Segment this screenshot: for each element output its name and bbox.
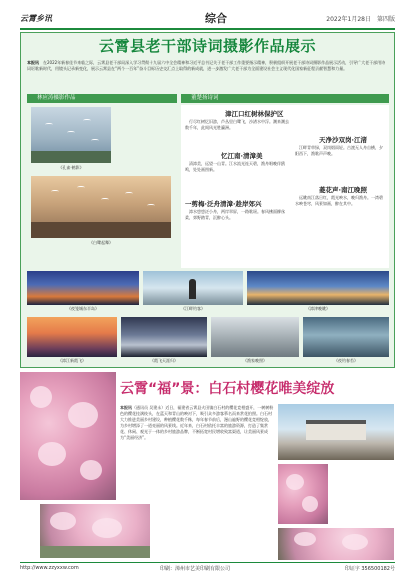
feature2-title: 云霄“福”景：白石村樱花唯美绽放 [120,381,335,397]
feature1-intro-text: 在2022年新春佳节来临之际，云霄县老干部局深入学习贯彻十九届六中全会精神和习近平总书记关于老干部工作重要指示精神，积极组织开展老干部诗词摄影作品展示活动，引导广大老干部用诗词讴歌新时代，用镜头记录新变化，展示云霄县在“两个一百年”奋斗目标历史交汇点上取得的新成就，进一步激发广大老干部为全面建设社会主义现代化国家新征程贡献智慧和力量。 [27,60,386,71]
feature-poetry-photo [20,32,395,368]
grid-caption: 《夜钓春苔》 [334,358,358,363]
poem-title: 漳江口红树林保护区 [225,110,284,118]
feature2-intro-text: （通讯员 吴建永）近日，福建省云霄县火田镇白石村的樱花竞相盛开，一树树粉色的樱花挂满枝头，在蓝天和青山的映衬下，吸引众多游客慕名而来赏花拍照。白石村大力推进美丽乡村建设，种植樱花数千株，每年春节前后，漫山遍野的樱花竞相绽放，为乡村增添了一道亮丽的风景线。近年来，白石村依托丰富的旅游资源，打造了集赏花、休闲、观光于一体的乡村旅游品牌，不断拓宽村民增收致富渠道，让美丽风景成为“美丽经济”。 [120,405,274,441]
grid-photo-river-evening [247,271,389,305]
photo-column-header: 林应涛摄影作品 [27,94,177,103]
poems-area [181,105,389,268]
grid-caption: 《霞飞天涯归》 [150,358,178,363]
feature1-intro [27,60,389,72]
grid-caption: 《漳江新霞飞》 [58,358,86,363]
photo-caption-2: 《白鹭起舞》 [89,240,113,245]
photo-egret-flight [31,107,111,163]
masthead-brand: 云霄乡讯 [20,13,52,23]
footer-rule [20,562,395,563]
poem-title: 一剪梅·泛舟清漳·趁岸郊兴 [185,200,262,208]
grid-caption: 《夜笼城东半岛》 [67,306,99,311]
grid-caption: 《渔家晚照》 [243,358,267,363]
poem-title: 天净沙双岗·江渚 [319,136,367,144]
photo-blossom-valley [40,504,150,558]
photo-caption-1: 《孔雀·鹤影》 [58,165,84,170]
poem-title: 忆江南·清漳美 [221,152,263,160]
feature2-intro [120,405,274,442]
footer-license: 印证字 356500182号 [344,566,395,572]
feature1-title: 云霄县老干部诗词摄影作品展示 [98,37,316,55]
masthead-date: 2022年1月28日 第四版 [326,16,395,23]
masthead-rule [20,28,395,30]
photo-blossom-tree [20,372,116,500]
poem-column-header: 董楚扬诗词 [181,94,389,103]
poem-text: 行尽红树忆旧游，芦丛里白鹭飞，沙渚水中浮。潮来潮去数千年，此间风光胜瀛洲。 [185,119,289,131]
photo-blossom-path [278,528,394,560]
photo-column [27,94,177,268]
footer-printer: 印刷：漳州市艺美印刷有限公司 [160,566,231,572]
poem-title: 菱花声·南江晚照 [319,186,367,194]
feature-cherry-blossom [20,372,395,560]
poem-text: 远眺南江落日红，霞光映水，晚归渔舟。一湾碧水映苍穹，风景如画，醉在其中。 [295,195,383,207]
grid-caption: 《漳津晚眺》 [306,306,330,311]
masthead [20,12,395,26]
poem-text: 漳水悠悠泛小舟，两岸翠屏，一路歌谣。春风拂面柳丝柔，郊野踏青，沉醉心头。 [185,209,285,221]
poem-text: 清漳美，远望一山青。江水流光连天碧，渔舟唱晚伴鸥鸣，处处画图新。 [185,161,285,173]
grid-photo-fisherman [211,317,299,357]
grid-photo-angler [143,271,243,305]
grid-photo-night-fishing [303,317,389,357]
grid-photo-city-night [27,271,139,305]
masthead-section: 综合 [205,12,227,25]
photo-village-building [278,404,394,460]
poem-column [181,94,389,268]
photo-egret-dance [31,176,171,238]
grid-caption: 《江畔钓客》 [181,306,205,311]
footer [20,565,395,575]
grid-photo-boats-dusk [121,317,207,357]
grid-photo-sunrise [27,317,117,357]
poem-text: 江畔青草绿，双岗烟雨轻。古渡无人舟自横，夕阳西下，渔歌声声晚。 [295,145,383,157]
photo-grid [27,271,389,365]
footer-website[interactable]: http://www.zzyxxw.com [20,565,79,571]
photo-blossom-branch [278,464,328,524]
feature2-intro-label: 本报讯 [120,405,132,410]
feature1-intro-label: 本报讯 [27,60,39,65]
